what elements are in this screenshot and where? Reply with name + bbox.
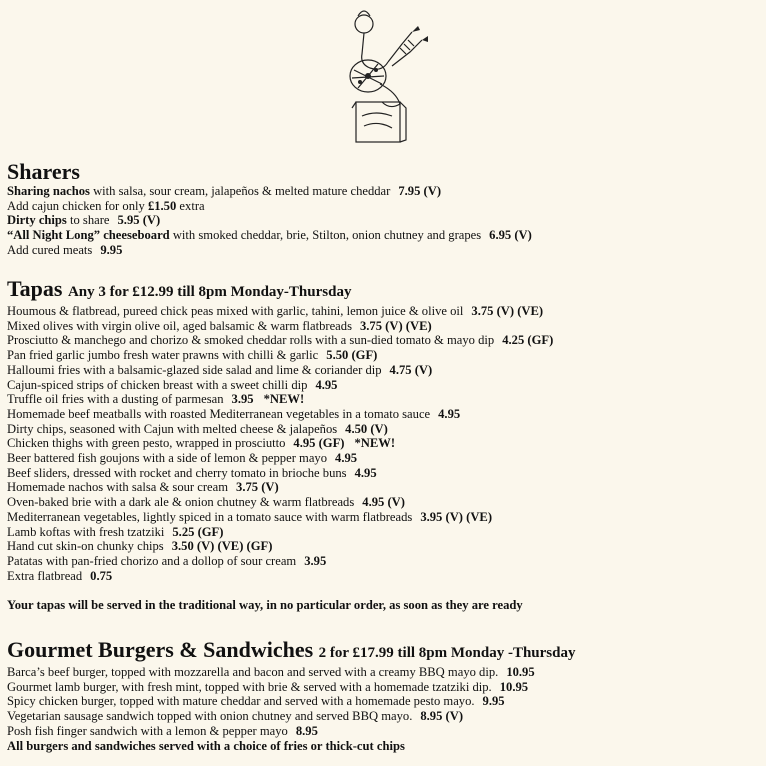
item-description: Vegetarian sausage sandwich topped with onion chutney and served BBQ mayo.: [7, 709, 413, 724]
menu-item: [7, 525, 553, 540]
restaurant-logo: [330, 4, 434, 144]
menu-item: [7, 348, 553, 363]
item-description: Truffle oil fries with a dusting of parmesan: [7, 392, 224, 407]
item-price: 5.25 (GF): [172, 524, 224, 539]
menu-item: [7, 466, 553, 481]
item-description: Add cured meats: [7, 242, 93, 257]
tapas-list: [7, 304, 553, 583]
menu-item: [7, 436, 553, 451]
menu-item: [7, 665, 576, 680]
item-price: 9.95: [482, 694, 505, 709]
menu-item: [7, 510, 553, 525]
tapas-offer: Any 3 for £12.99 till 8pm Monday-Thursday: [67, 284, 352, 300]
item-description: Mediterranean vegetables, lightly spiced in a tomato sauce with warm flatbreads: [7, 509, 413, 524]
item-description: Houmous & flatbread, pureed chick peas mixed with garlic, tahini, lemon juice & olive oil: [7, 304, 464, 318]
item-description: Oven-baked brie with a dark ale & onion chutney & warm flatbreads: [7, 495, 355, 510]
item-price: 3.75 (V) (VE): [359, 318, 432, 333]
item-description: Homemade nachos with salsa & sour cream: [7, 480, 229, 495]
menu-item: [7, 304, 553, 319]
item-price: 4.95 (V): [362, 495, 405, 510]
item-description: Pan fried garlic jumbo fresh water prawns with chilli & garlic: [7, 348, 319, 363]
item-price: 4.95 (GF): [293, 436, 345, 451]
item-price: 4.95: [315, 377, 338, 392]
item-description: Extra flatbread: [7, 568, 83, 583]
menu-item: [7, 199, 532, 214]
menu-item: [7, 243, 532, 258]
menu-item: [7, 184, 532, 199]
tapas-section: [7, 277, 553, 613]
item-price: 4.25 (GF): [502, 333, 554, 348]
item-price: 7.95 (V): [398, 184, 442, 198]
item-price: 5.95 (V): [117, 213, 161, 228]
menu-item: [7, 422, 553, 437]
menu-item: [7, 451, 553, 466]
burger-list: [7, 665, 576, 739]
menu-item: [7, 378, 553, 393]
tapas-heading: Tapas: [7, 276, 63, 301]
item-price: 3.75 (V) (VE): [471, 304, 544, 318]
menu-item: [7, 333, 553, 348]
item-description: Gourmet lamb burger, with fresh mint, topped with brie & served with a homemade tzatziki dip.: [7, 679, 492, 694]
item-description: Chicken thighs with green pesto, wrapped in prosciutto: [7, 436, 286, 451]
item-description: Dirty chips, seasoned with Cajun with melted cheese & jalapeños: [7, 421, 338, 436]
burgers-heading: Gourmet Burgers & Sandwiches: [7, 637, 314, 662]
tapas-note: Your tapas will be served in the traditional way, in no particular order, as soon as they are ready: [7, 598, 523, 613]
item-description: Lamb koftas with fresh tzatziki: [7, 524, 165, 539]
item-description: Posh fish finger sandwich with a lemon & pepper mayo: [7, 723, 288, 738]
menu-item: [7, 709, 576, 724]
item-name: Dirty chips: [7, 213, 67, 228]
menu-item: [7, 363, 553, 378]
item-description: Cajun-spiced strips of chicken breast with a sweet chilli dip: [7, 377, 308, 392]
item-price: 9.95: [100, 242, 123, 257]
item-name: “All Night Long” cheeseboard: [7, 228, 170, 243]
item-price: £1.50: [147, 198, 177, 213]
item-price: 4.95: [335, 451, 358, 466]
item-price: 4.75 (V): [389, 362, 433, 377]
item-name: Sharing nachos: [7, 184, 90, 198]
item-description: Homemade beef meatballs with roasted Mediterranean vegetables in a tomato sauce: [7, 406, 431, 421]
item-price: 5.50 (GF): [326, 348, 378, 363]
item-price: 3.95 (V) (VE): [420, 509, 493, 524]
sharers-title: Sharers: [7, 159, 80, 184]
item-description: Beef sliders, dressed with rocket and cherry tomato in brioche buns: [7, 465, 347, 480]
menu-item: [7, 680, 576, 695]
sharers-section: [7, 160, 532, 258]
item-description: with salsa, sour cream, jalapeños & melted mature cheddar: [89, 184, 391, 198]
item-price: 10.95: [499, 679, 529, 694]
item-description: Barca’s beef burger, topped with mozzarella and bacon and served with a creamy BBQ mayo dip.: [7, 665, 499, 679]
new-badge: *NEW!: [354, 436, 396, 451]
item-price: 8.95: [295, 723, 318, 738]
item-price: 8.95 (V): [420, 709, 464, 724]
item-description-suffix: extra: [176, 198, 205, 213]
menu-item: [7, 392, 553, 407]
menu-item: [7, 213, 532, 228]
item-price: 4.50 (V): [345, 421, 388, 436]
item-description: Prosciutto & manchego and chorizo & smoked cheddar rolls with a sun-died tomato & mayo dip: [7, 333, 495, 348]
menu-item: [7, 495, 553, 510]
burgers-section: [7, 638, 576, 754]
menu-item: [7, 407, 553, 422]
item-description: Patatas with pan-fried chorizo and a dollop of sour cream: [7, 553, 297, 568]
burgers-title: [7, 638, 576, 665]
item-description: Beer battered fish goujons with a side of lemon & pepper mayo: [7, 451, 328, 466]
burgers-offer: 2 for £17.99 till 8pm Monday -Thursday: [318, 645, 576, 661]
item-price: 6.95 (V): [489, 228, 532, 243]
item-price: 3.50 (V) (VE) (GF): [171, 539, 273, 554]
menu-item: [7, 694, 576, 709]
item-description: Halloumi fries with a balsamic-glazed side salad and lime & coriander dip: [7, 362, 382, 377]
menu-item: [7, 539, 553, 554]
menu-item: [7, 319, 553, 334]
item-description: to share: [66, 213, 110, 228]
item-price: 10.95: [506, 665, 535, 679]
menu-item: [7, 724, 576, 739]
item-description: Mixed olives with virgin olive oil, aged balsamic & warm flatbreads: [7, 318, 352, 333]
menu-item: [7, 569, 553, 584]
new-badge: *NEW!: [263, 392, 305, 407]
menu-item: [7, 480, 553, 495]
item-description: Spicy chicken burger, topped with mature cheddar and served with a homemade pesto mayo.: [7, 694, 475, 709]
menu-item: [7, 228, 532, 243]
item-description: with smoked cheddar, brie, Stilton, onion chutney and grapes: [169, 228, 482, 243]
item-price: 0.75: [90, 568, 113, 583]
item-price: 3.95: [231, 392, 254, 407]
menu-item: [7, 554, 553, 569]
item-price: 3.75 (V): [236, 480, 279, 495]
item-price: 3.95: [304, 553, 327, 568]
item-description: Add cajun chicken for only: [7, 198, 148, 213]
burgers-note: All burgers and sandwiches served with a choice of fries or thick-cut chips: [7, 738, 405, 753]
item-description: Hand cut skin-on chunky chips: [7, 539, 164, 554]
item-price: 4.95: [354, 465, 377, 480]
tapas-title: [7, 277, 553, 304]
item-price: 4.95: [438, 406, 461, 421]
